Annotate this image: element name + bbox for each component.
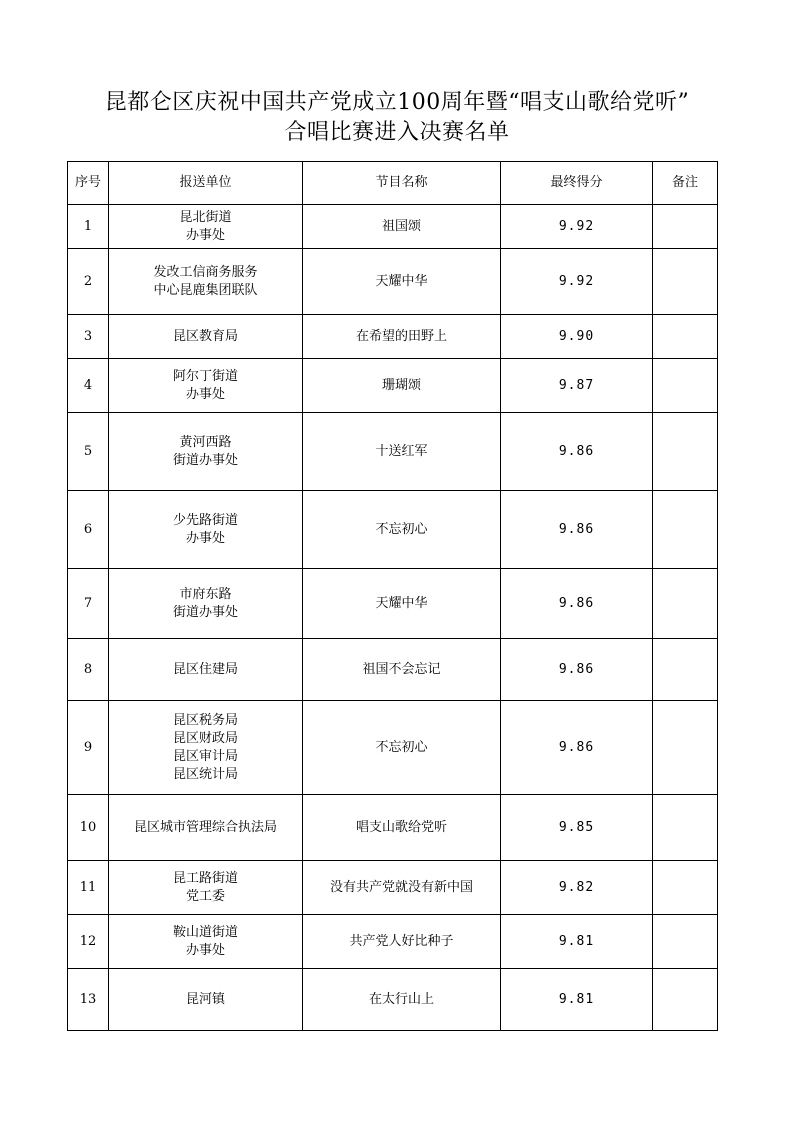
header-score: 最终得分 <box>501 162 653 205</box>
row-note <box>653 795 718 861</box>
row-note <box>653 491 718 569</box>
row-unit <box>109 639 303 701</box>
row-program: 不忘初心 <box>303 491 501 569</box>
row-program: 祖国不会忘记 <box>303 639 501 701</box>
row-program: 不忘初心 <box>303 701 501 795</box>
row-program: 祖国颂 <box>303 205 501 249</box>
header-note: 备注 <box>653 162 718 205</box>
row-number: 9 <box>68 701 109 795</box>
row-score: 9.87 <box>501 359 653 413</box>
row-score: 9.90 <box>501 315 653 359</box>
unit-line: 昆河镇 <box>185 991 225 1007</box>
row-program: 珊瑚颂 <box>303 359 501 413</box>
table-row <box>68 491 718 569</box>
row-note <box>653 413 718 491</box>
row-program: 十送红军 <box>303 413 501 491</box>
row-score: 9.86 <box>501 491 653 569</box>
unit-line: 昆区城市管理综合执法局 <box>133 819 277 835</box>
row-score: 9.86 <box>501 701 653 795</box>
unit-line: 昆区财政局 <box>172 730 238 746</box>
row-number: 6 <box>68 491 109 569</box>
row-unit <box>109 915 303 969</box>
unit-line: 街道办事处 <box>172 604 238 620</box>
row-number: 11 <box>68 861 109 915</box>
row-score: 9.81 <box>501 969 653 1031</box>
table-row <box>68 359 718 413</box>
row-number: 8 <box>68 639 109 701</box>
table-row <box>68 701 718 795</box>
table-row <box>68 413 718 491</box>
unit-line: 党工委 <box>185 888 225 904</box>
row-unit <box>109 315 303 359</box>
row-program: 没有共产党就没有新中国 <box>303 861 501 915</box>
row-score: 9.81 <box>501 915 653 969</box>
row-score: 9.86 <box>501 569 653 639</box>
table-row <box>68 205 718 249</box>
row-number: 3 <box>68 315 109 359</box>
unit-line: 昆区教育局 <box>172 328 238 344</box>
unit-line: 昆区审计局 <box>172 748 238 764</box>
row-number: 5 <box>68 413 109 491</box>
row-unit <box>109 861 303 915</box>
row-note <box>653 205 718 249</box>
row-unit <box>109 491 303 569</box>
unit-line: 中心昆鹿集团联队 <box>153 282 258 298</box>
row-note <box>653 569 718 639</box>
row-program: 共产党人好比种子 <box>303 915 501 969</box>
unit-line: 鞍山道街道 <box>172 924 238 940</box>
row-unit <box>109 701 303 795</box>
row-unit <box>109 205 303 249</box>
row-program: 在希望的田野上 <box>303 315 501 359</box>
unit-line: 黄河西路 <box>179 434 232 450</box>
row-note <box>653 359 718 413</box>
finalist-table <box>67 161 718 1031</box>
row-program: 在太行山上 <box>303 969 501 1031</box>
row-unit <box>109 569 303 639</box>
table-row <box>68 315 718 359</box>
unit-line: 少先路街道 <box>172 512 238 528</box>
unit-line: 办事处 <box>185 386 225 402</box>
page-title-line2: 合唱比赛进入决赛名单 <box>284 120 510 145</box>
row-score: 9.86 <box>501 639 653 701</box>
table-header-row <box>68 162 718 205</box>
row-note <box>653 861 718 915</box>
row-note <box>653 969 718 1031</box>
page-title-line1: 昆都仑区庆祝中国共产党成立100周年暨“唱支山歌给党听” <box>104 90 690 115</box>
row-program: 唱支山歌给党听 <box>303 795 501 861</box>
table-row <box>68 915 718 969</box>
unit-line: 发改工信商务服务 <box>153 264 258 280</box>
row-unit <box>109 359 303 413</box>
header-no: 序号 <box>68 162 109 205</box>
row-score: 9.92 <box>501 249 653 315</box>
row-unit <box>109 795 303 861</box>
unit-line: 昆区统计局 <box>172 766 238 782</box>
row-number: 7 <box>68 569 109 639</box>
unit-line: 市府东路 <box>179 586 232 602</box>
row-note <box>653 639 718 701</box>
unit-line: 办事处 <box>185 942 225 958</box>
unit-line: 昆工路街道 <box>172 870 238 886</box>
row-number: 10 <box>68 795 109 861</box>
header-program: 节目名称 <box>303 162 501 205</box>
unit-line: 街道办事处 <box>172 452 238 468</box>
unit-line: 昆区税务局 <box>172 712 238 728</box>
row-program: 天耀中华 <box>303 249 501 315</box>
row-program: 天耀中华 <box>303 569 501 639</box>
table-row <box>68 639 718 701</box>
table-row <box>68 795 718 861</box>
row-unit <box>109 969 303 1031</box>
row-score: 9.85 <box>501 795 653 861</box>
row-unit <box>109 249 303 315</box>
row-unit <box>109 413 303 491</box>
table-row <box>68 969 718 1031</box>
header-unit: 报送单位 <box>109 162 303 205</box>
row-score: 9.92 <box>501 205 653 249</box>
row-number: 1 <box>68 205 109 249</box>
row-note <box>653 915 718 969</box>
table-row <box>68 861 718 915</box>
row-score: 9.82 <box>501 861 653 915</box>
table-row <box>68 249 718 315</box>
row-number: 13 <box>68 969 109 1031</box>
unit-line: 办事处 <box>185 530 225 546</box>
row-note <box>653 701 718 795</box>
row-note <box>653 249 718 315</box>
unit-line: 昆北街道 <box>179 209 232 225</box>
table-row <box>68 569 718 639</box>
table-body <box>68 205 718 1031</box>
unit-line: 阿尔丁街道 <box>172 368 238 384</box>
row-number: 2 <box>68 249 109 315</box>
row-score: 9.86 <box>501 413 653 491</box>
unit-line: 昆区住建局 <box>172 661 238 677</box>
unit-line: 办事处 <box>185 227 225 243</box>
row-number: 12 <box>68 915 109 969</box>
row-note <box>653 315 718 359</box>
row-number: 4 <box>68 359 109 413</box>
